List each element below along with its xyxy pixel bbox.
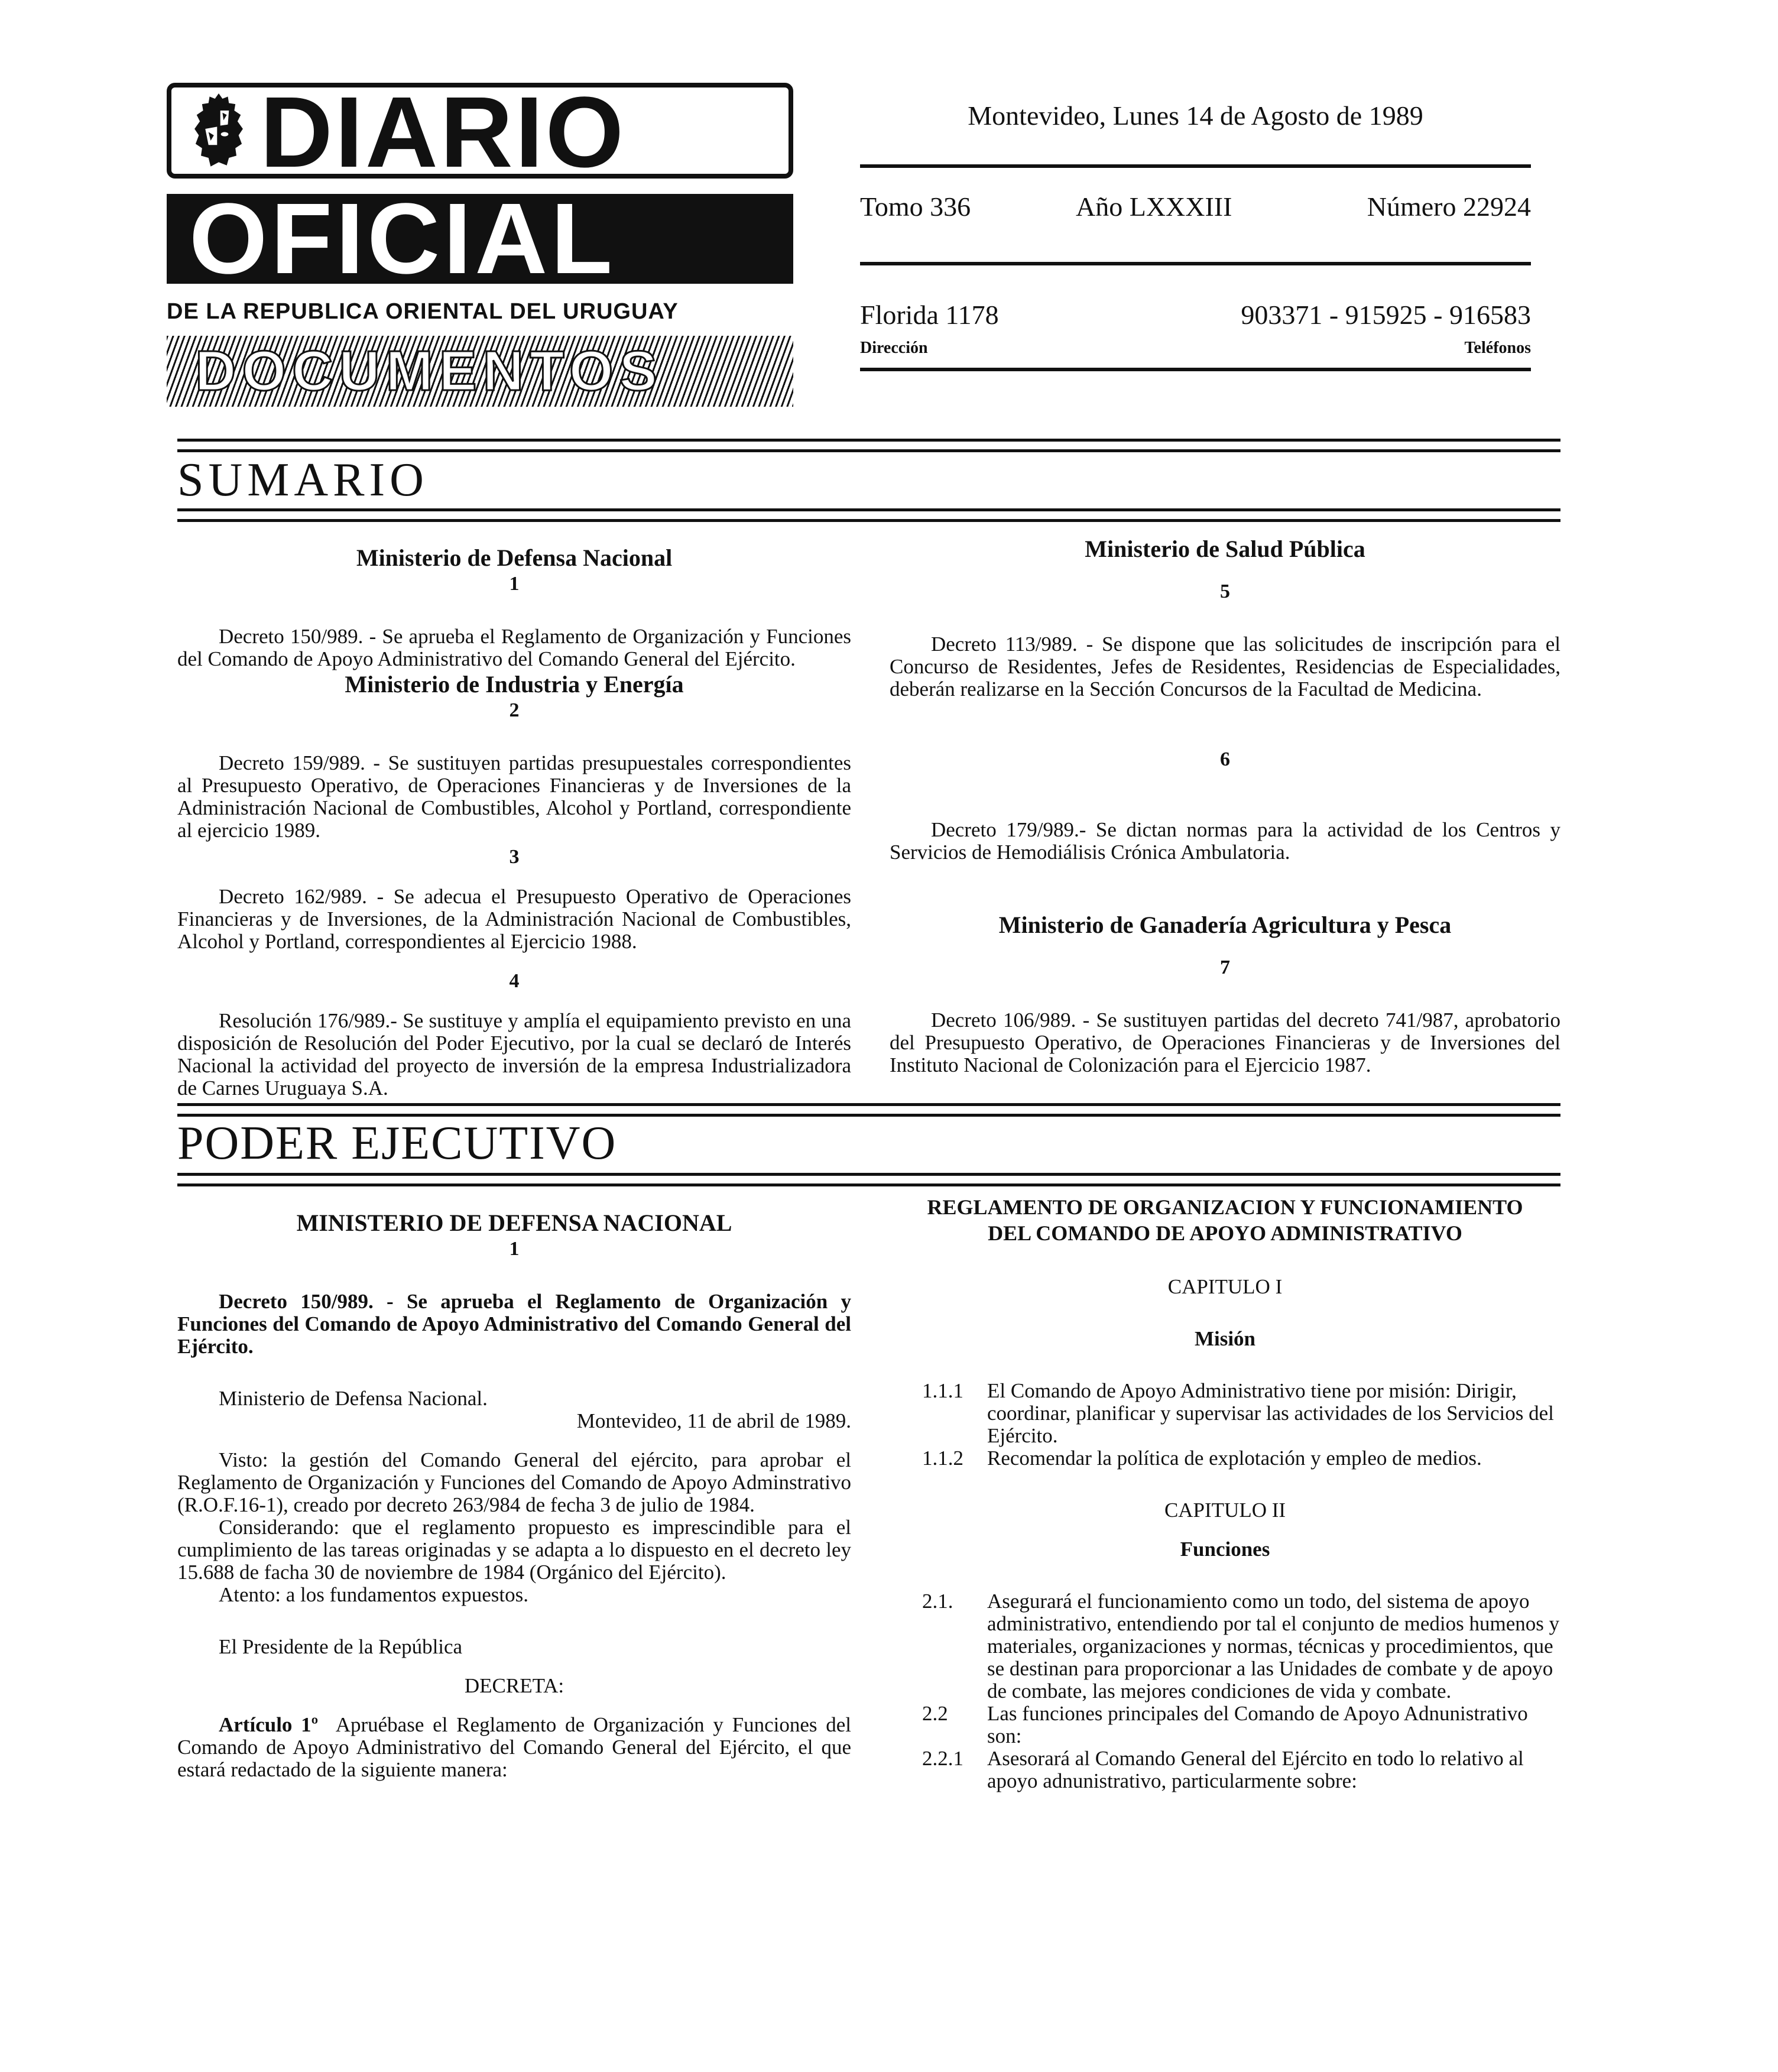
publisher-phones: 903371 - 915925 - 916583	[1241, 300, 1531, 330]
coat-of-arms-icon	[189, 89, 248, 174]
decree-visto: Visto: la gestión del Comando General del ejército, para aprobar el Reglamento de Organización y Funciones del Comando de Apoyo Adminstrativo (R.O.F.16-1), creado por decreto 263/984 de fecha 3 de julio de 1984.	[177, 1448, 851, 1516]
reglamento-item	[890, 1590, 1560, 1703]
reglamento-right-column	[890, 1194, 1560, 1792]
section-rule	[177, 449, 1560, 452]
item-number: 1.1.1	[922, 1379, 963, 1402]
item-text: Las funciones principales del Comando de Apoyo Adnunistrativo son:	[987, 1702, 1528, 1747]
ministry-heading: Ministerio de Industria y Energía	[345, 671, 684, 698]
ministry-heading: MINISTERIO DE DEFENSA NACIONAL	[296, 1210, 732, 1236]
decree-number: 1	[509, 1238, 520, 1260]
reglamento-title-line-1: REGLAMENTO DE ORGANIZACION Y FUNCIONAMIENTO	[927, 1195, 1523, 1219]
item-number: 2.2	[922, 1702, 948, 1725]
section-rule	[177, 508, 1560, 511]
decree-atento: Atento: a los fundamentos expuestos.	[219, 1583, 528, 1606]
reglamento-item	[890, 1380, 1560, 1447]
sumario-left-column	[177, 544, 851, 1100]
sumario-item-number: 5	[1220, 581, 1230, 602]
issue-year: Año LXXXIII	[1076, 192, 1232, 222]
decree-decreta: DECRETA:	[464, 1674, 564, 1697]
item-number: 2.1.	[922, 1590, 953, 1613]
item-text: El Comando de Apoyo Administrativo tiene por misión: Dirigir, coordinar, planificar y supervisar las actividades de los Servicios del Ejército.	[987, 1379, 1554, 1447]
address-label: Dirección	[860, 339, 928, 357]
chapter-subtitle: Misión	[1194, 1327, 1256, 1350]
decree-place-date: Montevideo, 11 de abril de 1989.	[576, 1409, 851, 1432]
article-text: Apruébase el Reglamento de Organización y Funciones del Comando de Apoyo Administrativo del Comando General del Ejército, el que estará redactado de la siguiente manera:	[177, 1713, 851, 1781]
issue-number: Número 22924	[1367, 192, 1531, 222]
header-rule	[860, 262, 1531, 265]
sumario-item-number: 1	[509, 573, 520, 595]
decree-considerando: Considerando: que el reglamento propuesto es imprescindible para el cumplimiento de las tareas originadas y se adapta a lo dispuesto en el decreto ley 15.688 de facha 30 de noviembre de 1984 (Orgánico del Ejército).	[177, 1516, 851, 1584]
sumario-entry: Decreto 113/989. - Se dispone que las solicitudes de inscripción para el Concurso de Residentes, Jefes de Residentes, Residencias de Especialidades, deberán realizarse en la Sección Concursos de la Facultad de Medicina.	[890, 633, 1560, 701]
issue-date: Montevideo, Lunes 14 de Agosto de 1989	[968, 100, 1423, 131]
sumario-entry: Decreto 179/989.- Se dictan normas para la actividad de los Centros y Servicios de Hemodiálisis Crónica Ambulatoria.	[890, 818, 1560, 864]
section-rule	[177, 1103, 1560, 1106]
item-number: 2.2.1	[922, 1747, 963, 1770]
chapter-subtitle: Funciones	[1180, 1538, 1270, 1561]
logo-title-oficial: OFICIAL	[189, 196, 616, 282]
logo-subtitle-documentos: DOCUMENTOS	[195, 342, 663, 401]
logo-title-diario: DIARIO	[260, 90, 626, 176]
header-rule	[860, 164, 1531, 168]
issue-volume: Tomo 336	[860, 192, 971, 222]
item-text: Recomendar la política de explotación y empleo de medios.	[987, 1447, 1482, 1470]
article-label: Artículo 1º	[219, 1713, 319, 1736]
reglamento-item	[890, 1447, 1560, 1470]
sumario-item-number: 6	[1220, 748, 1230, 770]
ministry-heading: Ministerio de Salud Pública	[1085, 536, 1365, 562]
sumario-item-number: 4	[509, 970, 520, 992]
chapter-heading: CAPITULO II	[1164, 1499, 1286, 1522]
logo-tagline: DE LA REPUBLICA ORIENTAL DEL URUGUAY	[167, 299, 679, 324]
ministry-heading: Ministerio de Ganadería Agricultura y Pesca	[998, 912, 1452, 938]
section-title-poder-ejecutivo: PODER EJECUTIVO	[177, 1117, 617, 1169]
item-text: Asegurará el funcionamiento como un todo, del sistema de apoyo administrativo, entendiendo por tal el conjunto de medios humenos y materiales, organizaciones y normas, técnicas y procedimientos, que se destinan para proporcionar a las Unidades de combate y de apoyo de combate, las mejores condiciones de vida y combate.	[987, 1590, 1560, 1703]
decree-president: El Presidente de la República	[219, 1635, 463, 1658]
section-rule	[177, 519, 1560, 522]
section-rule	[177, 1173, 1560, 1176]
decree-issuer: Ministerio de Defensa Nacional.	[219, 1387, 488, 1410]
sumario-right-column	[890, 535, 1560, 1076]
sumario-entry: Decreto 159/989. - Se sustituyen partidas presupuestales correspondientes al Presupuesto Operativo, de Operaciones Financieras y de Inversiones de la Administración Nacional de Combustibles, Alcohol y Portland, correspondiente al ejercicio 1989.	[177, 751, 851, 842]
sumario-item-number: 7	[1220, 956, 1230, 978]
section-rule	[177, 439, 1560, 442]
publisher-address: Florida 1178	[860, 300, 999, 330]
decree-title: Decreto 150/989. - Se aprueba el Reglamento de Organización y Funciones del Comando de Apoyo Administrativo del Comando General del Ejército.	[177, 1290, 851, 1358]
chapter-heading: CAPITULO I	[1167, 1275, 1283, 1298]
section-rule	[177, 1183, 1560, 1186]
reglamento-title-line-2: DEL COMANDO DE APOYO ADMINISTRATIVO	[988, 1221, 1462, 1245]
reglamento-item	[890, 1703, 1560, 1747]
sumario-entry: Decreto 150/989. - Se aprueba el Reglamento de Organización y Funciones del Comando de Apoyo Administrativo del Comando General del Ejército.	[177, 625, 851, 670]
decree-article-1	[177, 1714, 851, 1781]
sumario-item-number: 2	[509, 699, 520, 721]
item-number: 1.1.2	[922, 1447, 963, 1470]
sumario-entry: Resolución 176/989.- Se sustituye y amplía el equipamiento previsto en una disposición de Resolución del Poder Ejecutivo, por la cual se declaró de Interés Nacional la actividad del proyecto de inversión de la empresa Industrializadora de Carnes Uruguaya S.A.	[177, 1009, 851, 1100]
sumario-item-number: 3	[509, 846, 520, 868]
ministry-heading: Ministerio de Defensa Nacional	[356, 544, 673, 571]
reglamento-item	[890, 1747, 1560, 1792]
sumario-entry: Decreto 162/989. - Se adecua el Presupuesto Operativo de Operaciones Financieras y de Inversiones, de la Administración Nacional de Combustibles, Alcohol y Portland, correspondientes al Ejercicio 1988.	[177, 885, 851, 953]
header-rule	[860, 368, 1531, 371]
sumario-entry: Decreto 106/989. - Se sustituyen partidas del decreto 741/987, aprobatorio del Presupuesto Operativo, de Operaciones Financieras y de Inversiones del Instituto Nacional de Colonización para el Ejercicio 1987.	[890, 1009, 1560, 1076]
phones-label: Teléfonos	[1464, 339, 1531, 357]
decree-left-column	[177, 1209, 851, 1781]
section-title-sumario: SUMARIO	[177, 454, 429, 506]
item-text: Asesorará al Comando General del Ejército en todo lo relativo al apoyo adnunistrativo, particularmente sobre:	[987, 1747, 1524, 1792]
